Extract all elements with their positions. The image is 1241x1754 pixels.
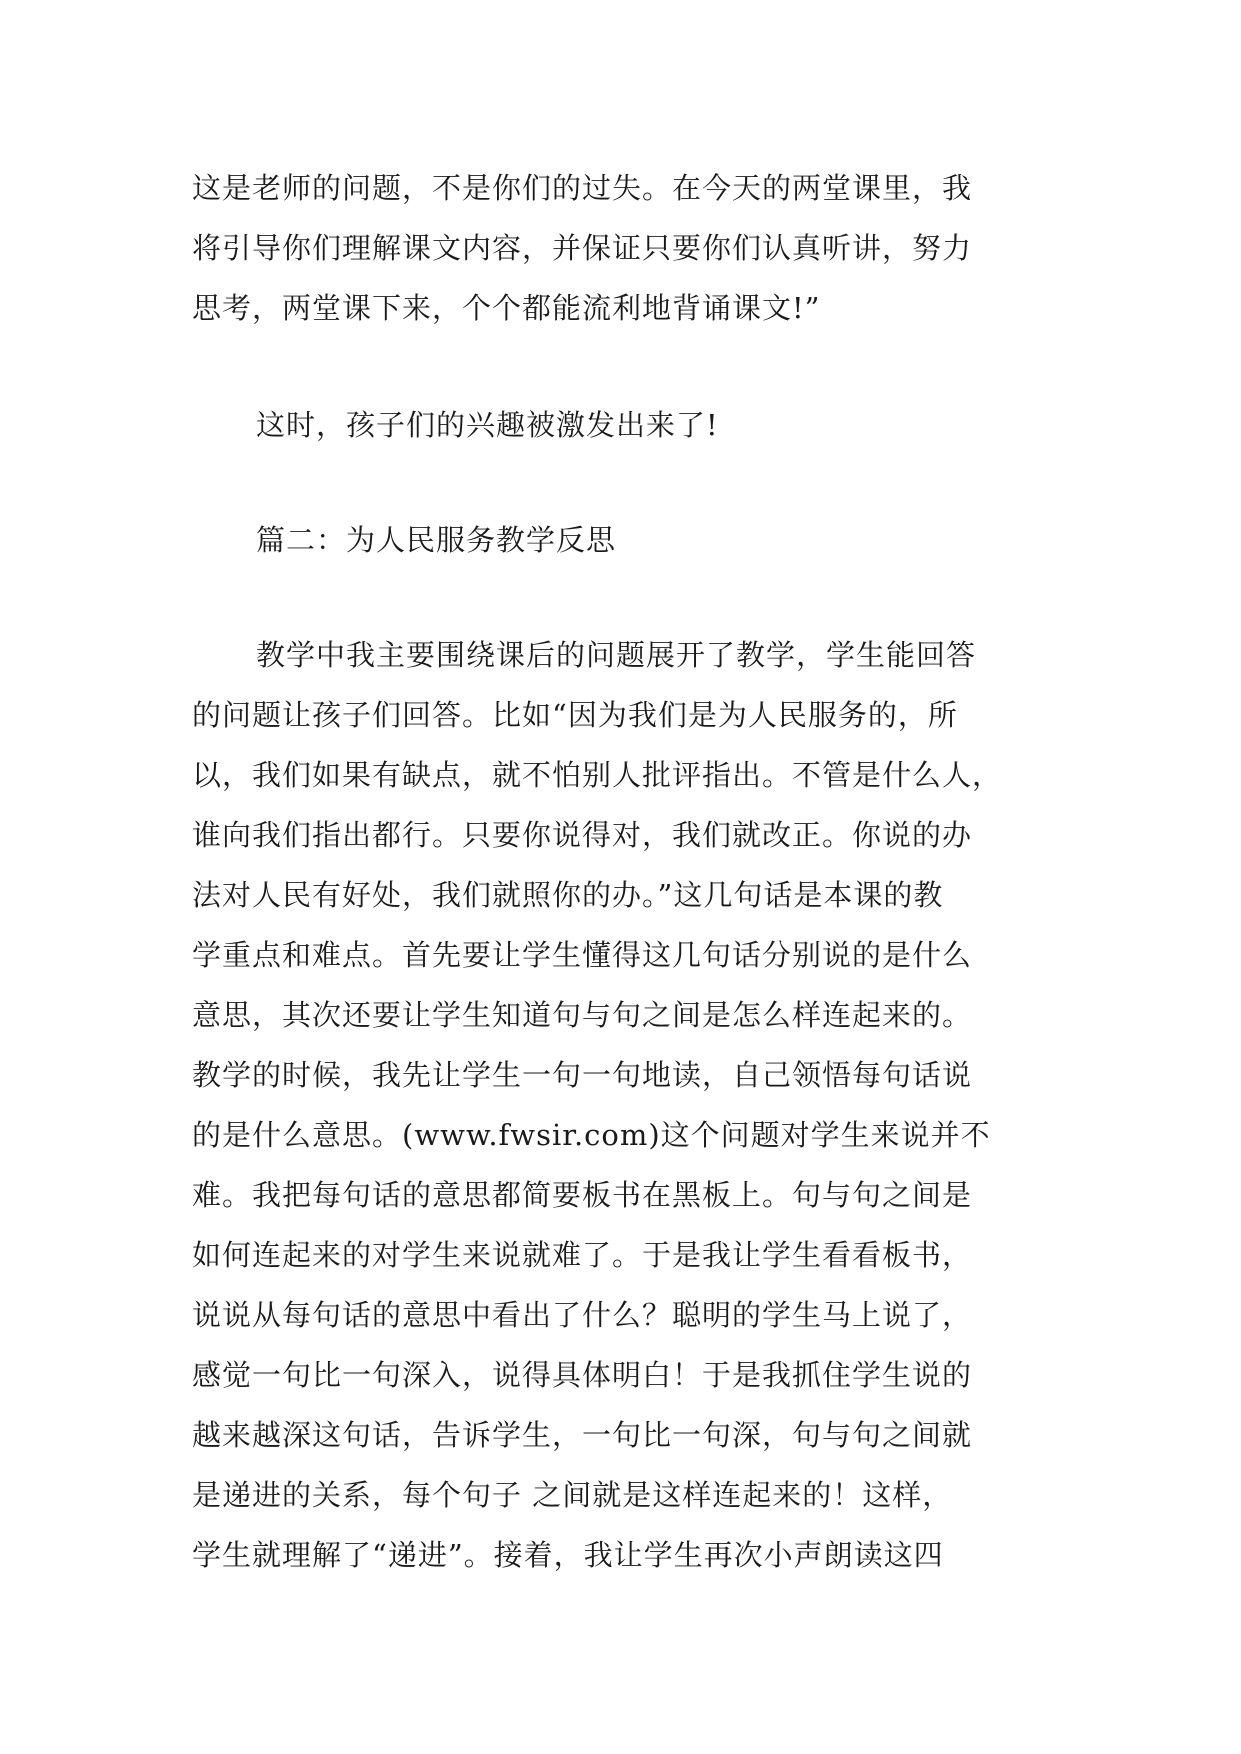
text-line: 思考，两堂课下来，个个都能流利地背诵课文!” (192, 291, 821, 325)
text-line: 教学的时候，我先让学生一句一句地读，自己领悟每句话说 (192, 1058, 973, 1092)
text-line: 学生就理解了“递进”。接着，我让学生再次小声朗读这四 (192, 1538, 944, 1572)
text-line: 以，我们如果有缺点，就不怕别人批评指出。不管是什么人， (192, 758, 1003, 792)
text-line: 难。我把每句话的意思都简要板书在黑板上。句与句之间是 (192, 1178, 973, 1212)
text-line: 如何连起来的对学生来说就难了。于是我让学生看看板书， (192, 1238, 973, 1272)
text-line: 感觉一句比一句深入，说得具体明白！于是我抓住学生说的 (192, 1358, 973, 1392)
text-line: 将引导你们理解课文内容，并保证只要你们认真听讲，努力 (192, 231, 973, 265)
text-line: 的问题让孩子们回答。比如“因为我们是为人民服务的，所 (192, 698, 958, 732)
text-line: 的是什么意思。(www.fwsir.com)这个问题对学生来说并不 (192, 1118, 991, 1152)
text-line: 这是老师的问题，不是你们的过失。在今天的两堂课里，我 (192, 171, 973, 205)
text-line: 学重点和难点。首先要让学生懂得这几句话分别说的是什么 (192, 938, 973, 972)
text-line: 越来越深这句话，告诉学生，一句比一句深，句与句之间就 (192, 1418, 973, 1452)
text-line: 教学中我主要围绕课后的问题展开了教学，学生能回答 (256, 638, 977, 672)
text-line: 说说从每句话的意思中看出了什么？聪明的学生马上说了， (192, 1298, 973, 1332)
text-line: 是递进的关系，每个句子 之间就是这样连起来的！这样， (192, 1478, 953, 1512)
text-line: 意思，其次还要让学生知道句与句之间是怎么样连起来的。 (192, 998, 973, 1032)
text-line: 法对人民有好处，我们就照你的办。”这几句话是本课的教 (192, 878, 944, 912)
section-heading: 篇二：为人民服务教学反思 (256, 523, 617, 557)
text-line: 这时，孩子们的兴趣被激发出来了! (256, 408, 719, 442)
text-line: 谁向我们指出都行。只要你说得对，我们就改正。你说的办 (192, 818, 973, 852)
